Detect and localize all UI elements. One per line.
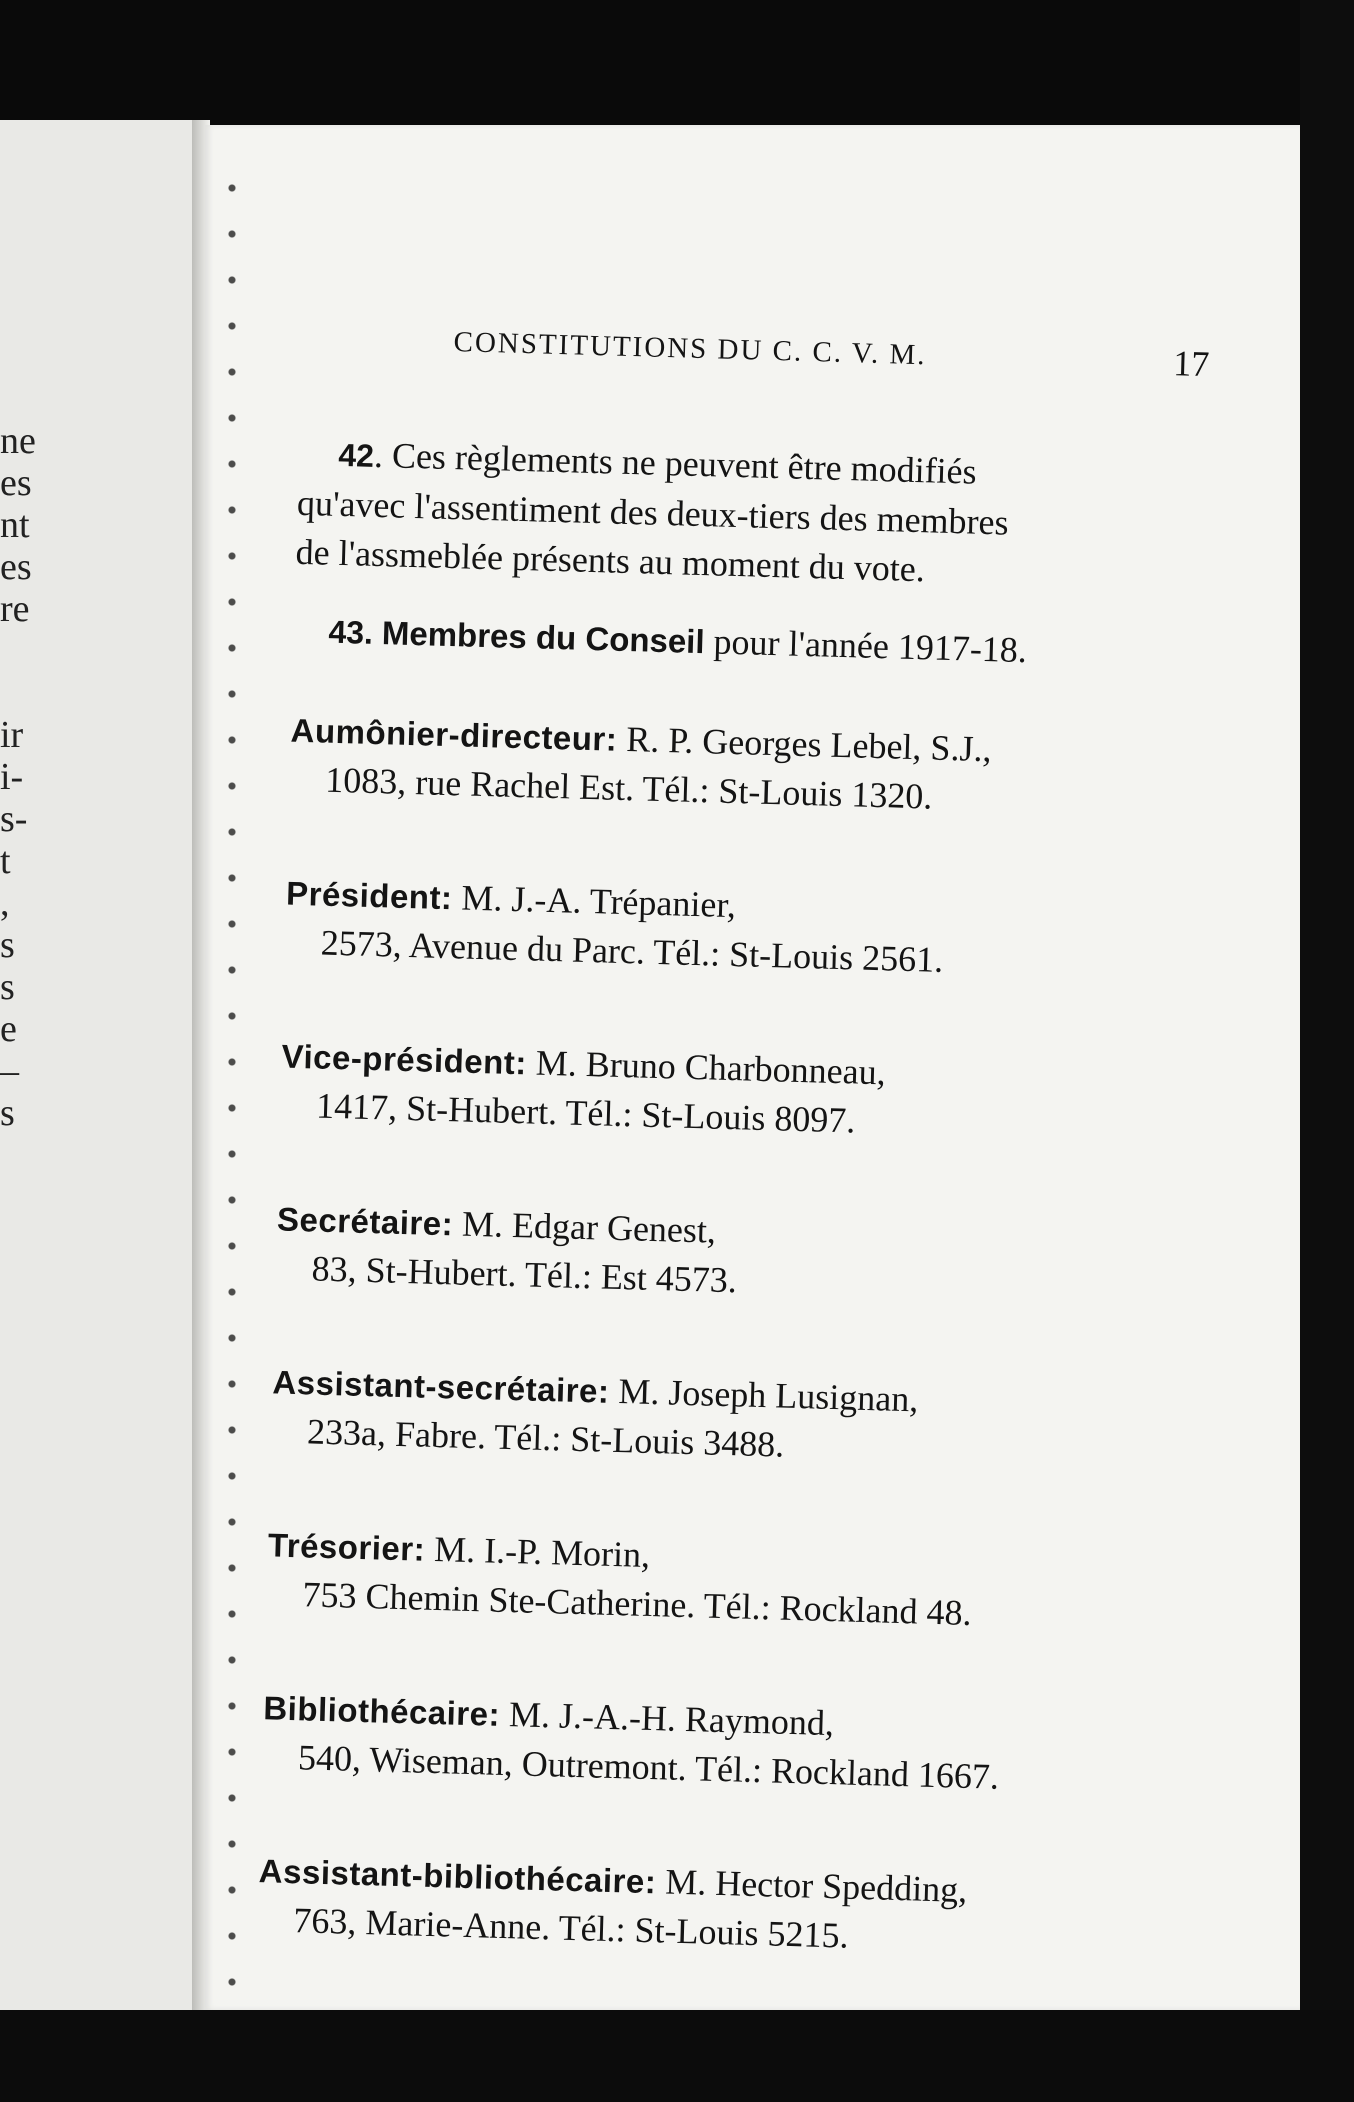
member-address: 763, Marie-Anne. Tél.: St-Louis 5215. [292, 1900, 850, 1956]
fragment: ne [0, 420, 36, 462]
page-number: 17 [1172, 343, 1210, 385]
member-address: 233a, Fabre. Tél.: St-Louis 3488. [306, 1411, 785, 1465]
member-address: 2573, Avenue du Parc. Tél.: St-Louis 2561. [320, 922, 944, 980]
section-title: Membres du Conseil [381, 614, 706, 661]
page-header [452, 326, 1253, 408]
member-entry [275, 1194, 1237, 1318]
member-role: Assistant-secrétaire: [272, 1363, 610, 1410]
member-name: M. I.-P. Morin, [424, 1528, 651, 1575]
member-role: Bibliothécaire: [262, 1689, 501, 1733]
section-title-rest: pour l'année 1917-18. [704, 621, 1028, 671]
fragment: s [0, 966, 15, 1008]
fragment: s- [0, 798, 28, 840]
fragment: re [0, 588, 30, 630]
fragment: e [0, 1008, 17, 1050]
article-43-heading [328, 610, 1028, 671]
article-42-line-3: de l'assmeblée présents au moment du vote. [295, 531, 926, 590]
member-name: M. Hector Spedding, [655, 1861, 968, 1910]
article-42 [295, 429, 1239, 603]
scan-border-top [0, 0, 1354, 125]
article-number: 43. [327, 613, 374, 651]
fragment [0, 672, 60, 714]
page-content [155, 111, 1302, 2026]
member-name: M. J.-A. Trépanier, [451, 877, 737, 926]
member-entry [257, 1846, 1219, 1970]
member-name: R. P. Georges Lebel, S.J., [616, 718, 993, 770]
member-role: Président: [285, 874, 454, 917]
member-address: 540, Wiseman, Outremont. Tél.: Rockland 1667. [297, 1737, 1000, 1797]
member-entry [261, 1683, 1223, 1807]
fragment: s [0, 924, 15, 966]
fragment: es [0, 546, 32, 588]
running-head: CONSTITUTIONS DU C. C. V. M. [453, 326, 927, 372]
fragment: s [0, 1092, 15, 1134]
member-role: Vice-président: [281, 1037, 528, 1082]
member-name: M. Joseph Lusignan, [608, 1370, 919, 1420]
member-address: 83, St-Hubert. Tél.: Est 4573. [311, 1248, 738, 1301]
member-entry [280, 1032, 1242, 1156]
member-address: 1417, St-Hubert. Tél.: St-Louis 8097. [315, 1085, 856, 1141]
member-role: Assistant-bibliothécaire: [258, 1852, 657, 1901]
member-name: M. J.-A.-H. Raymond, [499, 1693, 835, 1744]
scan-border-right [1300, 0, 1354, 2102]
article-text: . Ces règlements ne peuvent être modifiés [373, 434, 978, 492]
member-name: M. Bruno Charbonneau, [526, 1042, 887, 1093]
fragment: i- [0, 756, 24, 798]
member-entry [289, 706, 1251, 830]
fragment [0, 630, 60, 672]
book-page [205, 125, 1300, 2010]
fragment: , [0, 882, 10, 924]
fragment: ir [0, 714, 24, 756]
member-address: 753 Chemin Ste-Catherine. Tél.: Rockland 48. [302, 1574, 973, 1633]
member-address: 1083, rue Rachel Est. Tél.: St-Louis 1320. [324, 759, 933, 817]
member-entry [284, 869, 1246, 993]
article-number: 42 [337, 436, 375, 474]
member-name: M. Edgar Genest, [452, 1203, 717, 1251]
scan-border-bottom [0, 2010, 1354, 2102]
member-entry [266, 1520, 1228, 1644]
left-page-text-fragments [0, 420, 60, 1134]
fragment: t [0, 840, 11, 882]
member-entry [271, 1357, 1233, 1481]
fragment: es [0, 462, 32, 504]
member-role: Trésorier: [267, 1526, 426, 1568]
fragment: – [0, 1050, 19, 1092]
article-42-line-2: qu'avec l'assentiment des deux-tiers des membres [296, 482, 1010, 543]
fragment: nt [0, 504, 30, 546]
member-role: Aumônier-directeur: [290, 711, 618, 758]
member-role: Secrétaire: [276, 1200, 454, 1243]
